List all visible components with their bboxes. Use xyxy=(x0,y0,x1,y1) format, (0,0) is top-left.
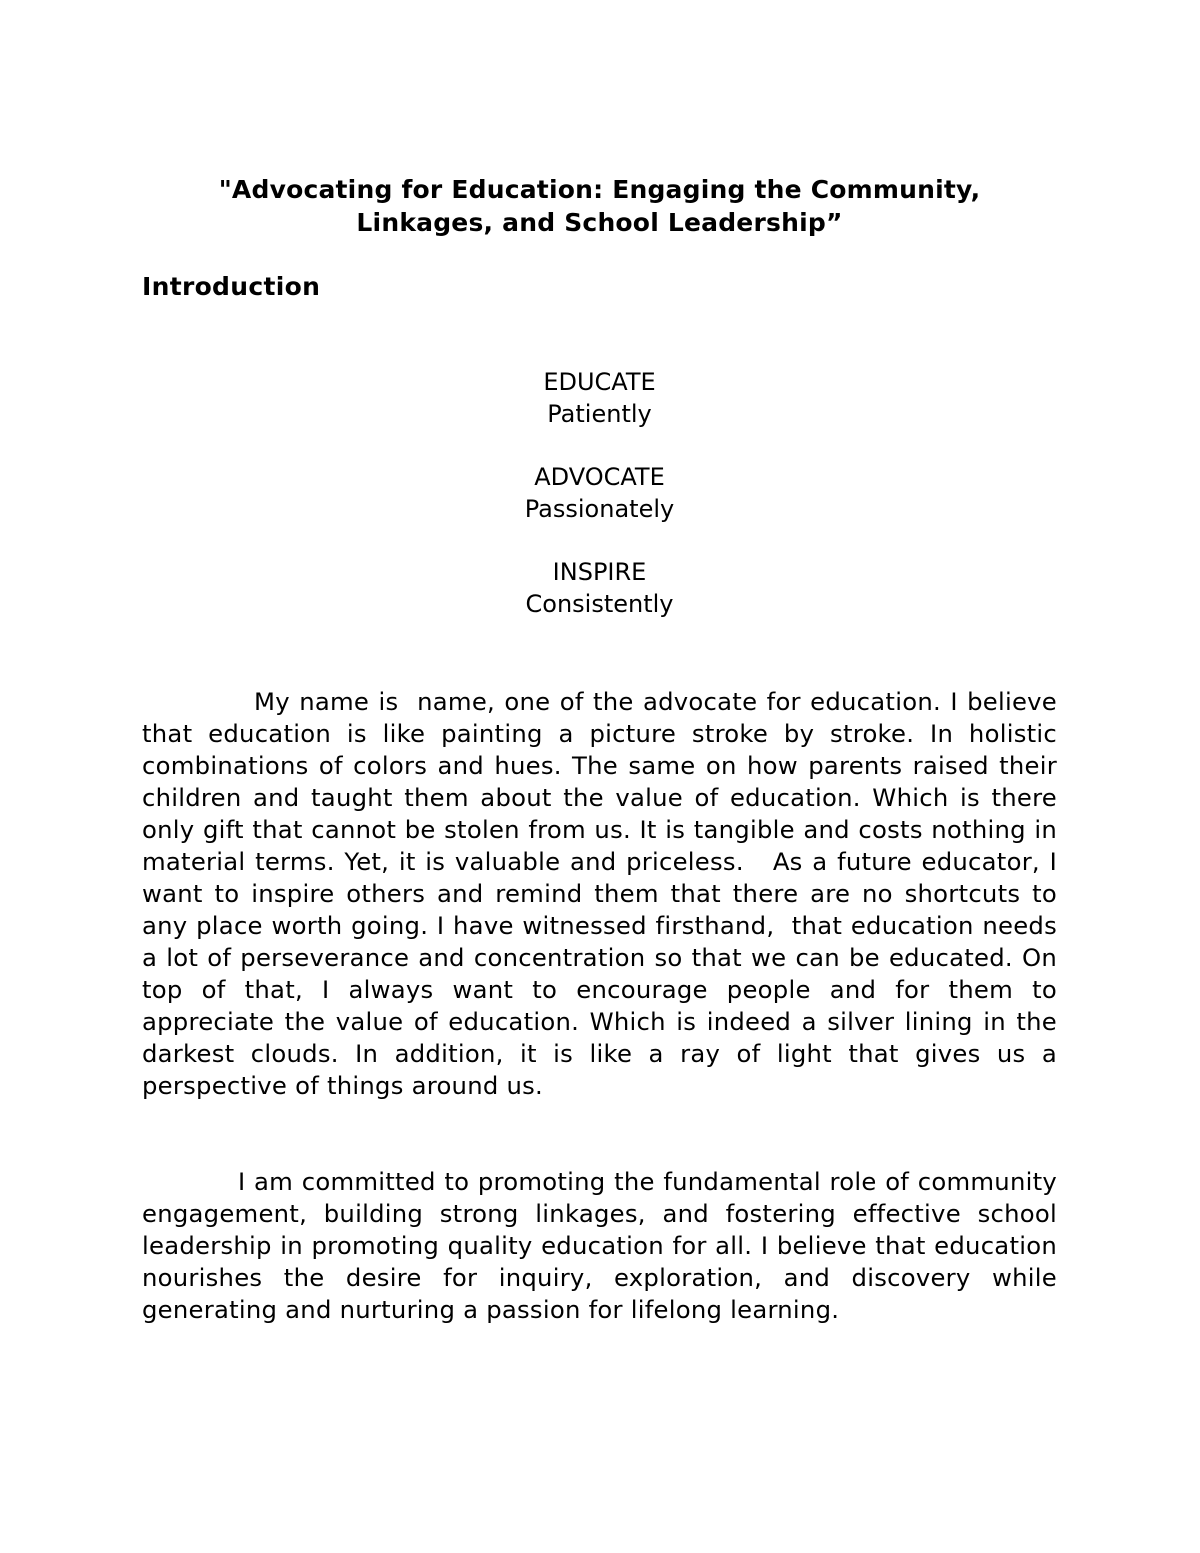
motto-block xyxy=(142,366,1057,651)
paragraph-1 xyxy=(142,686,1065,1102)
motto-adverb: Consistently xyxy=(525,590,674,618)
motto-adverb: Patiently xyxy=(547,400,652,428)
document-title xyxy=(142,173,1057,239)
introduction-heading: Introduction xyxy=(142,272,321,301)
paragraph-2 xyxy=(142,1166,1057,1326)
motto-educate xyxy=(142,366,1057,430)
motto-adverb: Passionately xyxy=(524,495,675,523)
motto-advocate xyxy=(142,461,1057,525)
motto-inspire xyxy=(142,556,1057,620)
paragraph-1-text: My name is name, one of the advocate for education. I believe that education is like painting a picture stroke by stroke. In holistic combinations of colors and hues. The same on how parents raised their children and taught them about the value of education. Which is there only gift that cannot be stolen from us. It is tangible and costs nothing in material terms. Yet, it is valuable and priceless. As a future educator, I want to inspire others and remind them that there are no shortcuts to any place worth going. I have witnessed firsthand, that education needs a lot of perseverance and concentration so that we can be educated. On top of that, I always want to encourage people and for them to appreciate the value of education. Which is indeed a silver lining in the darkest clouds. In addition, it is like a ray of light that gives us a perspective of things around us. xyxy=(142,687,1065,1100)
document-page xyxy=(142,0,1065,1553)
title-line-2: Linkages, and School Leadership” xyxy=(356,208,843,237)
paragraph-2-text: I am committed to promoting the fundamental role of community engagement, building strong linkages, and fostering effective school leadership in promoting quality education for all. I believe that education nourishes the desire for inquiry, exploration, and discovery while generating and nurturing a passion for lifelong learning. xyxy=(142,1167,1057,1324)
motto-word: INSPIRE xyxy=(552,558,647,586)
motto-word: EDUCATE xyxy=(543,368,656,396)
motto-word: ADVOCATE xyxy=(534,463,665,491)
title-line-1: "Advocating for Education: Engaging the Community, xyxy=(218,175,981,204)
